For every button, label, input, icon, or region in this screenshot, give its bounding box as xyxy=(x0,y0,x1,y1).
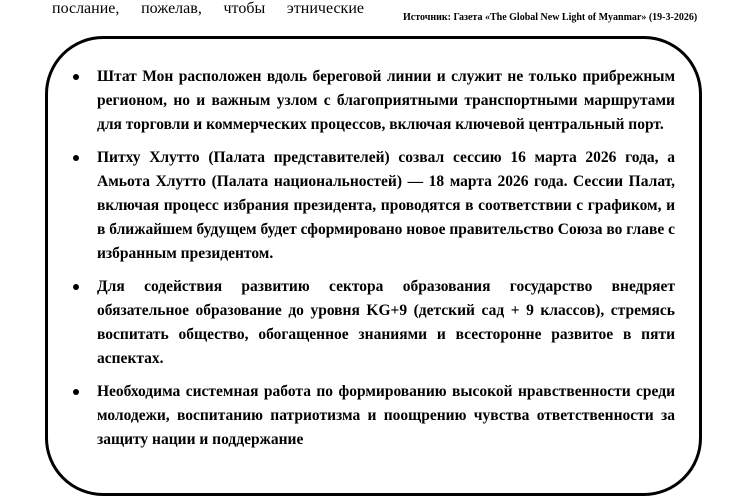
bullet-dot-icon xyxy=(73,74,79,80)
list-item-text: Необходима системная работа по формированию высокой нравственности среди молодежи, воспитанию патриотизма и поощрению чувства ответственности за защиту нации и поддержание xyxy=(97,383,675,448)
list-item-text: Питху Хлутто (Палата представителей) созвал сессию 16 марта 2026 года, а Амьота Хлутто (Палата национальностей) — 18 марта 2026 года. Сессии Палат, включая процесс избрания президента, проводятся в соответствии с графиком, и в ближайшем будущем будет сформировано новое правительство Союза во главе с избранным президентом. xyxy=(97,149,675,262)
bullet-list xyxy=(67,65,675,461)
list-item xyxy=(67,146,675,266)
list-item xyxy=(67,65,675,137)
list-item-text: Для содействия развитию сектора образования государство внедряет обязательное образование до уровня KG+9 (детский сад + 9 классов), стремясь воспитать общество, обогащенное знаниями и всесторонне развитое в пяти аспектах. xyxy=(97,278,675,367)
bullet-dot-icon xyxy=(73,389,79,395)
list-item xyxy=(67,275,675,371)
source-caption: Источник: Газета «The Global New Light of Myanmar» (19-3-2026) xyxy=(403,12,698,23)
list-item xyxy=(67,380,675,452)
bullet-dot-icon xyxy=(73,284,79,290)
list-item-text: Штат Мон расположен вдоль береговой линии и служит не только прибрежным регионом, но и важным узлом с благоприятными транспортными маршрутами для торговли и коммерческих процессов, включая ключевой центральный порт. xyxy=(97,68,675,133)
bullet-dot-icon xyxy=(73,155,79,161)
previous-text-fragment: послание, пожелав, чтобы этнические xyxy=(52,0,364,17)
